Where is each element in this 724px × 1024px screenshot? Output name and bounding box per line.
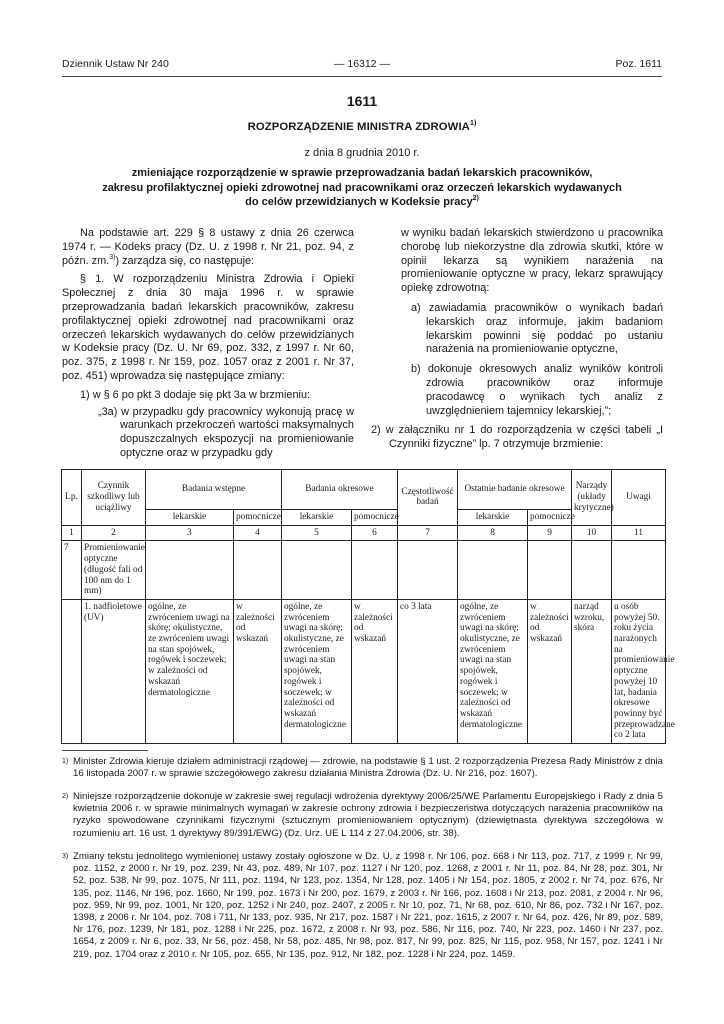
physical-factors-table [61, 469, 675, 744]
column-number: 6 [352, 525, 398, 541]
amendment-2: 2) w załączniku nr 1 do rozporządzenia w części tabeli „I Czynniki fizyczne” lp. 7 otrzymuje brzmienie: [371, 424, 663, 451]
table-header-row [62, 470, 666, 510]
uv-final-medical: ogólne, ze zwróceniem uwagi na skórę; okulistyczne, ze zwróceniem uwagi na stan spojówek, rogówek i soczewek; w zależności od wskazań dermatologiczne [458, 599, 528, 743]
subheader-medical: lekarskie [282, 510, 352, 526]
header-frequency: Częstotliwość badań [398, 470, 458, 526]
uv-periodic-medical: ogólne, ze zwróceniem uwagi na skórę; okulistyczne, ze zwróceniem uwagi na stan spojówek, rogówek i soczewek; w zależności od wskazań dermatologiczne [282, 599, 352, 743]
regulation-subject: zmieniające rozporządzenie w sprawie przeprowadzania badań lekarskich pracowników, zakresu profilaktycznej opieki zdrowotnej nad pracownikami oraz orzeczeń lekarskich wydawanych do celów przewidzianych w Kodeksie pracy$^{2)}$ [102, 167, 622, 209]
act-number: 1611 [346, 93, 378, 109]
column-number: 2 [82, 525, 146, 541]
column-number: 8 [458, 525, 528, 541]
column-number: 11 [612, 525, 666, 541]
header-final: Ostatnie badanie okresowe [458, 470, 572, 510]
uv-final-auxiliary: w zależności od wskazań [528, 599, 572, 743]
header-notes: Uwagi [612, 470, 666, 526]
left-column [62, 227, 354, 461]
column-number: 7 [398, 525, 458, 541]
position-number: Poz. 1611 [615, 58, 662, 70]
amendment-1: 1) w § 6 po pkt 3 dodaje się pkt 3a w brzmieniu: [80, 388, 311, 401]
table-row-uv [62, 599, 666, 743]
footnote-1: 1) Minister Zdrowia kieruje działem administracji rządowej — zdrowie, na podstawie § 1 ust. 2 rozporządzenia Prezesa Rady Ministrów z dnia 16 listopada 2007 r. w sprawie szczegółowego zakresu działania Ministra Zdrowia (Dz. U. Nr 216, poz. 1607). [62, 756, 663, 780]
regulation-date: z dnia 8 grudnia 2010 r. [304, 147, 420, 159]
header-periodic: Badania okresowe [282, 470, 398, 510]
uv-initial-medical: ogólne, ze zwróceniem uwagi na skórę; okulistyczne, ze zwróceniem uwagi na stan spojówek, rogówek i soczewek; w zależności od wskazań dermatologiczne [146, 599, 234, 743]
page-number: — 16312 — [333, 58, 391, 70]
legal-basis: Na podstawie art. 229 § 8 ustawy z dnia 26 czerwca 1974 r. — Kodeks pracy (Dz. U. z 1998 r. Nr 21, poz. 94, z późn. zm.$^{3)}$) zarządza się, co następuje: [62, 227, 354, 267]
right-column [371, 227, 663, 452]
header-rule [62, 76, 662, 77]
uv-organs: narząd wzroku, skóra [572, 599, 612, 743]
subheader-auxiliary: pomocnicze [352, 510, 398, 526]
subheader-auxiliary: pomocnicze [234, 510, 282, 526]
column-number: 5 [282, 525, 352, 541]
header-factor: Czynnik szkodliwy lub uciążliwy [82, 470, 146, 526]
paragraph-1: § 1. W rozporządzeniu Ministra Zdrowia i Opieki Społecznej z dnia 30 maja 1996 r. w sprawie przeprowadzania badań lekarskich pracowników, zakresu profilaktycznej opieki zdrowotnej nad pracownikami oraz orzeczeń lekarskich wydawanych do celów przewidzianych w Kodeksie pracy (Dz. U. Nr 69, poz. 332, z 1997 r. Nr 60, poz. 375, z 1998 r. Nr 159, poz. 1057 oraz z 2001 r. Nr 37, poz. 451) wprowadza się następujące zmiany: [62, 273, 354, 382]
column-number: 9 [528, 525, 572, 541]
footnote-rule [62, 750, 148, 751]
quoted-point-3a: „3a) w przypadku gdy pracownicy wykonują pracę w warunkach przekroczeń wartości maksymalnych dopuszczalnych ekspozycji na promieniowanie optyczne oraz w przypadku gdy [98, 405, 354, 459]
column-number: 3 [146, 525, 234, 541]
journal-name: Dziennik Ustaw Nr 240 [62, 58, 169, 70]
header-initial: Badania wstępne [146, 470, 282, 510]
subheader-medical: lekarskie [458, 510, 528, 526]
uv-initial-auxiliary: w zależności od wskazań [234, 599, 282, 743]
regulation-title: ROZPORZĄDZENIE MINISTRA ZDROWIA$^{1)}$ [247, 120, 477, 133]
column-numbers-row [62, 525, 666, 541]
row-7-lp: 7 [62, 541, 82, 600]
subpoint-b: b) dokonuje okresowych analiz wyników kontroli zdrowia pracowników oraz informuje pracodawcę o wynikach tych analiz z uwzględnieniem tajemnicy lekarskiej,”; [411, 363, 663, 417]
column-number: 4 [234, 525, 282, 541]
column-number: 1 [62, 525, 82, 541]
point-3a-continued: w wyniku badań lekarskich stwierdzono u pracownika chorobę lub niekorzystne dla zdrowia skutki, które w opinii lekarza są wynikiem narażenia na promieniowanie optyczne w pracy, lekarz sprawujący opiekę zdrowotną: [401, 227, 663, 295]
subheader-medical: lekarskie [146, 510, 234, 526]
row-7-factor: Promieniowanie optyczne (długość fali od 100 nm do 1 mm) [82, 541, 146, 600]
table-row-7 [62, 541, 666, 600]
uv-frequency: co 3 lata [398, 599, 458, 743]
footnote-2: 2) Niniejsze rozporządzenie dokonuje w zakresie swej regulacji wdrożenia dyrektywy 2006/25/WE Parlamentu Europejskiego i Rady z dnia 5 kwietnia 2006 r. w sprawie minimalnych wymagań w zakresie ochrony zdrowia i bezpieczeństwa dotyczących narażenia pracowników na ryzyko spowodowane czynnikami fizycznymi (sztucznym promieniowaniem optycznym) (dziewiętnasta dyrektywa szczegółowa w rozumieniu art. 16 ust. 1 dyrektywy 89/391/EWG) (Dz. Urz. UE L 114 z 27.04.2006, str. 38). [62, 791, 663, 839]
footnote-3: 3) Zmiany tekstu jednolitego wymienionej ustawy zostały ogłoszone w Dz. U. z 1998 r. Nr 106, poz. 668 i Nr 113, poz. 717, z 1999 r. Nr 99, poz. 1152, z 2000 r. Nr 19, poz. 239, Nr 43, poz. 489, Nr 107, poz. 1127 i Nr 120, poz. 1268, z 2001 r. Nr 11, poz. 84, Nr 28, poz. 301, Nr 52, poz. 538, Nr 99, poz. 1075, Nr 111, poz. 1194, Nr 123, poz. 1354, Nr 128, poz. 1405 i Nr 154, poz. 1805, z 2002 r. Nr 74, poz. 676, Nr 135, poz. 1146, Nr 196, poz. 1660, Nr 199, poz. 1673 i Nr 200, poz. 1679, z 2003 r. Nr 166, poz. 1608 i Nr 213, poz. 2081, z 2004 r. Nr 96, poz. 959, Nr 99, poz. 1001, Nr 120, poz. 1252 i Nr 240, poz. 2407, z 2005 r. Nr 10, poz. 71, Nr 68, poz. 610, Nr 86, poz. 732 i Nr 167, poz. 1398, z 2006 r. Nr 104, poz. 708 i 711, Nr 133, poz. 935, Nr 217, poz. 1587 i Nr 221, poz. 1615, z 2007 r. Nr 64, poz. 426, Nr 89, poz. 589, Nr 176, poz. 1239, Nr 181, poz. 1288 i Nr 225, poz. 1672, z 2008 r. Nr 93, poz. 586, Nr 116, poz. 740, Nr 223, poz. 1460 i Nr 237, poz. 1654, z 2009 r. Nr 6, poz. 33, Nr 56, poz. 458, Nr 58, poz. 485, Nr 98, poz. 817, Nr 99, poz. 825, Nr 115, poz. 958, Nr 157, poz. 1241 i Nr 219, poz. 1704 oraz z 2010 r. Nr 105, poz. 655, Nr 135, poz. 912, Nr 182, poz. 1228 i Nr 224, poz. 1459. [62, 851, 663, 960]
header-lp: Lp. [62, 470, 82, 526]
uv-factor: 1. nadfioletowe (UV) [82, 599, 146, 743]
subheader-auxiliary: pomocnicze [528, 510, 572, 526]
column-number: 10 [572, 525, 612, 541]
header-organs: Narządy (układy krytyczne) [572, 470, 612, 526]
uv-periodic-auxiliary: w zależności od wskazań [352, 599, 398, 743]
uv-notes: u osób powyżej 50. roku życia narażonych na promieniowanie optyczne powyżej 10 lat, badania okresowe powinny być przeprowadzane co 2 lata [612, 599, 666, 743]
subpoint-a: a) zawiadamia pracowników o wynikach badań lekarskich oraz informuje, jakim badaniom lekarskim powinni się poddać po ustaniu narażenia na promieniowanie optyczne, [411, 301, 663, 356]
